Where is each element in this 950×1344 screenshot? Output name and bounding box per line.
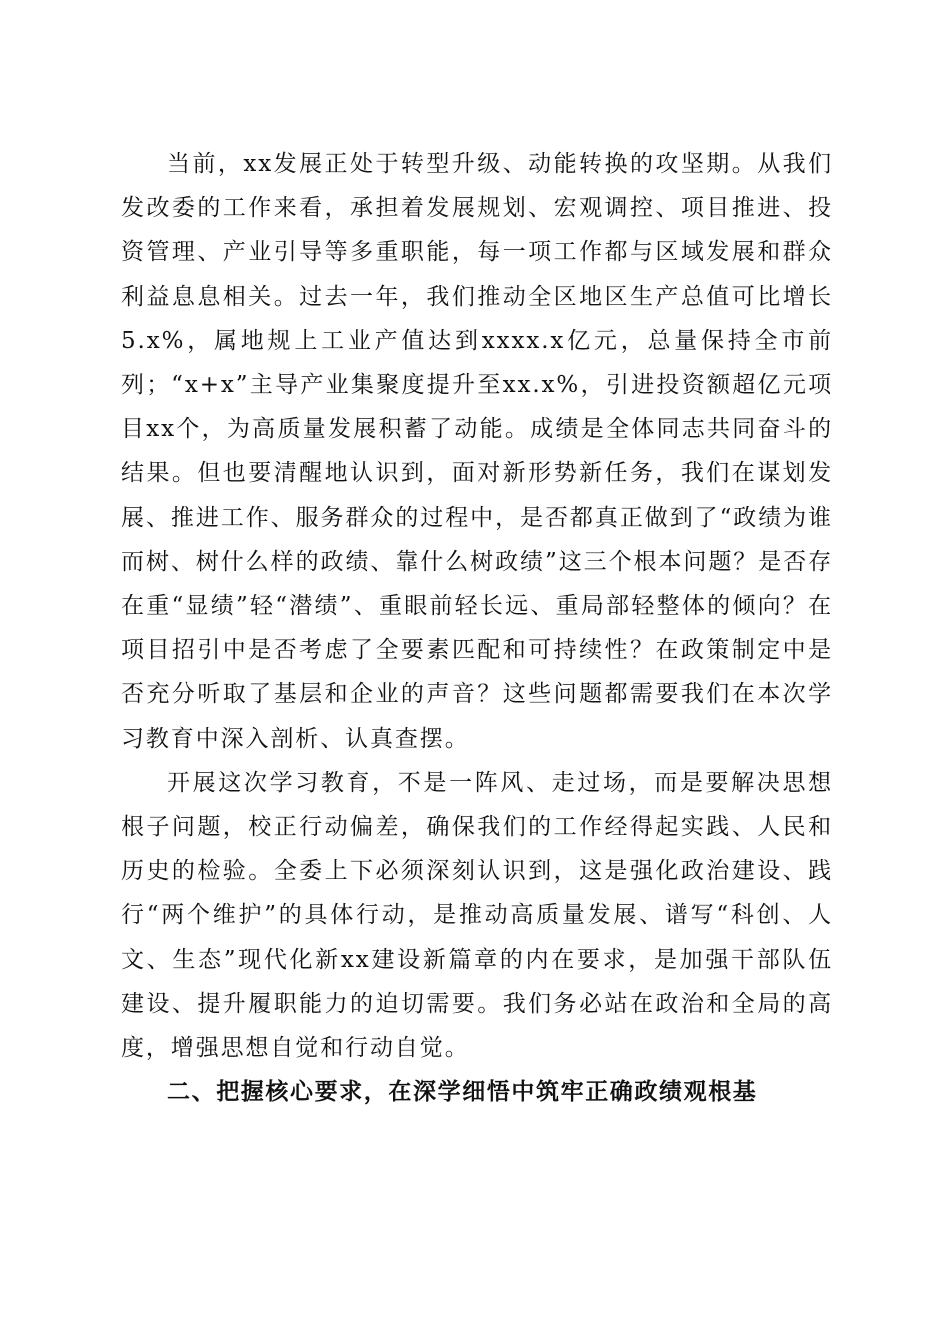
paragraph-current-situation: 当前，xx发展正处于转型升级、动能转换的攻坚期。从我们发改委的工作来看，承担着发展规划、宏观调控、项目推进、投资管理、产业引导等多重职能，每一项工作都与区域发展和群众利益息息相关。过去一年，我们推动全区地区生产总值可比增长5.x%，属地规上工业产值达到xxxx.x亿元，总量保持全市前列；“x+x”主导产业集聚度提升至xx.x%，引进投资额超亿元项目xx个，为高质量发展积蓄了动能。成绩是全体同志共同奋斗的结果。但也要清醒地认识到，面对新形势新任务，我们在谋划发展、推进工作、服务群众的过程中，是否都真正做到了“政绩为谁而树、树什么样的政绩、靠什么树政绩”这三个根本问题？是否存在重“显绩”轻“潜绩”、重眼前轻长远、重局部轻整体的倾向？在项目招引中是否考虑了全要素匹配和可持续性？在政策制定中是否充分听取了基层和企业的声音？这些问题都需要我们在本次学习教育中深入剖析、认真查摆。 [121,151,833,752]
paragraph-study-education: 开展这次学习教育，不是一阵风、走过场，而是要解决思想根子问题，校正行动偏差，确保我们的工作经得起实践、人民和历史的检验。全委上下必须深刻认识到，这是强化政治建设、践行“两个维护”的具体行动，是推动高质量发展、谱写“科创、人文、生态”现代化新xx建设新篇章的内在要求，是加强干部队伍建设、提升履职能力的迫切需要。我们务必站在政治和全局的高度，增强思想自觉和行动自觉。 [121,769,833,1062]
section-heading: 二、把握核心要求，在深学细悟中筑牢正确政绩观根基 [167,1079,758,1106]
document-body [121,142,833,1114]
